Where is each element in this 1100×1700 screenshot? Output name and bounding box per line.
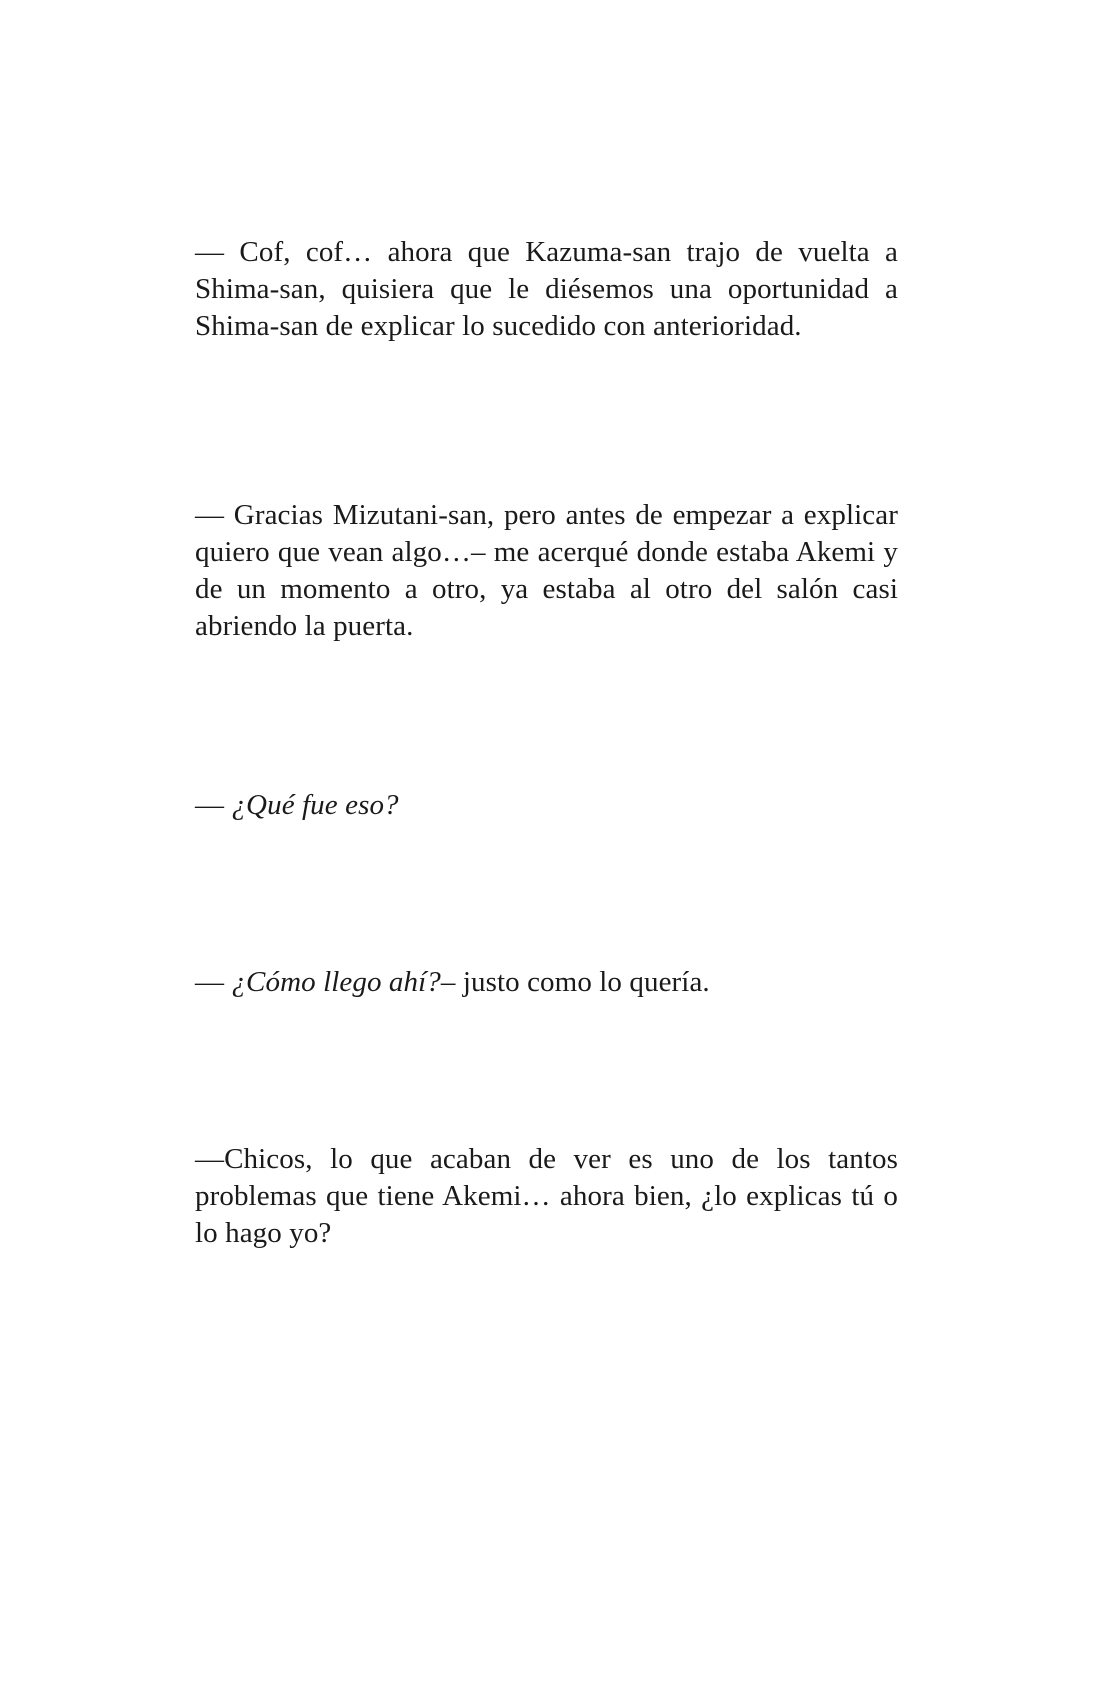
- dialogue-dash: —: [195, 789, 232, 821]
- dialogue-dash: —: [195, 966, 232, 998]
- paragraph-5-text: Chicos, lo que acaban de ver es uno de los tantos problemas que tiene Akemi… ahora bien, ¿lo explicas tú o lo hago yo?: [195, 1143, 898, 1249]
- paragraph-1-text: Cof, cof… ahora que Kazuma-san trajo de vuelta a Shima-san, quisiera que le diésemos una oportunidad a Shima-san de explicar lo sucedido con anterioridad.: [195, 236, 898, 342]
- dialogue-dash: —: [195, 236, 240, 268]
- paragraph-5: [195, 1141, 898, 1252]
- paragraph-4-text: – justo como lo quería.: [440, 966, 710, 998]
- paragraph-4: [195, 964, 898, 1001]
- paragraph-2-text: Gracias Mizutani-san, pero antes de empezar a explicar quiero que vean algo…– me acerqué donde estaba Akemi y de un momento a otro, ya estaba al otro del salón casi abriendo la puerta.: [195, 499, 898, 642]
- paragraph-3-italic-text: ¿Qué fue eso?: [231, 789, 399, 821]
- paragraph-3: [195, 787, 898, 824]
- paragraph-4-italic-text: ¿Cómo llego ahí?: [231, 966, 441, 998]
- dialogue-dash: —: [195, 499, 234, 531]
- paragraph-2: [195, 497, 898, 645]
- dialogue-dash: —: [195, 1143, 225, 1175]
- paragraph-1: [195, 234, 898, 345]
